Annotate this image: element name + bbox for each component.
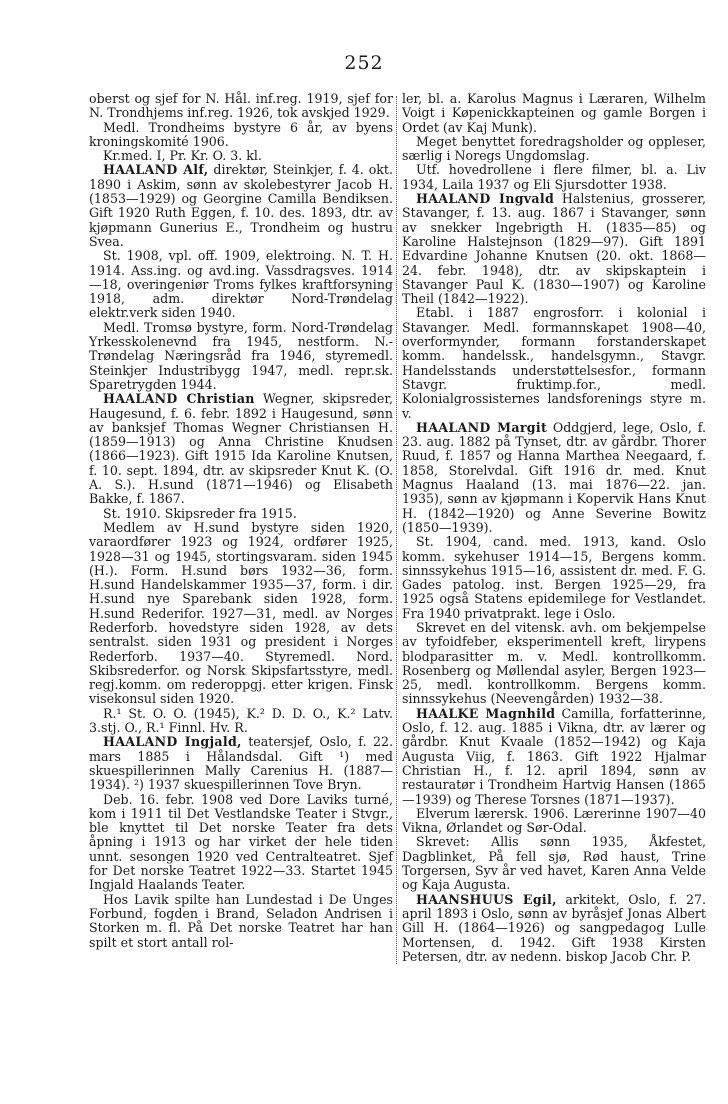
- paragraph: [89, 893, 393, 950]
- paragraph-text: Medl. Tromsø bystyre, form. Nord-Trøndelag Yrkesskolenevnd fra 1945, nestform. N.-Trøndelag Næringsråd fra 1946, styremedl. Steinkjer Industribygg 1947, medl. repr.sk. Sparetrygden 1944.: [89, 319, 393, 392]
- paragraph-text: Medlem av H.sund bystyre siden 1920, varaordfører 1923 og 1924, ordfører 1925, 1928—31 og 1945, stortingsvaram. siden 1945 (H.). Form. H.sund børs 1932—36, form. H.sund Handelskammer 1935—37, form. i dir. H.sund nye Sparebank siden 1928, form. H.sund Rederifor. 1927—31, medl. av Norges Rederforb. hovedstyre siden 1928, av dets sentralst. siden 1931 og president i Norges Rederforb. 1937—40. Styremedl. Nord. Skibsrederfor. og Norsk Skipsfartsstyre, medl. regj.komm. om rederoppgj. etter krigen. Finsk visekonsul siden 1920.: [89, 519, 393, 707]
- paragraph-text: St. 1910. Skipsreder fra 1915.: [103, 505, 297, 521]
- paragraph: [402, 835, 706, 892]
- paragraph-text: Medl. Trondheims bystyre 6 år, av byens kroningskomité 1906.: [89, 119, 393, 149]
- paragraph: [402, 535, 706, 621]
- biography-entry: [89, 392, 393, 506]
- paragraph: [89, 521, 393, 707]
- paragraph-text: Deb. 16. febr. 1908 ved Dore Laviks turné, kom i 1911 til Det Vestlandske Teater i Stvgr., ble knyttet til Det norske Teater fra dets åpning i 1913 og har virket der hele tiden unnt. sesongen 1920 ved Centralteatret. Sjef for Det norske Teatret 1922—33. Startet 1945 Ingjald Haalands Teater.: [89, 791, 393, 893]
- paragraph-text: arkitekt, Oslo, f. 27. april 1893 i Oslo, sønn av byråsjef Jonas Albert Gill H. (1864—1926) og sangpedagog Lulle Mortensen, d. 1942. Gift 1938 Kirsten Petersen, dtr. av nedenn. biskop Jacob Chr. P.: [402, 891, 706, 964]
- paragraph: [89, 92, 393, 121]
- paragraph: [402, 92, 706, 135]
- page-number: 252: [344, 52, 384, 74]
- biography-entry: [402, 192, 706, 306]
- paragraph: [89, 149, 393, 163]
- paragraph: [402, 135, 706, 164]
- entry-name: HAANSHUUS Egil,: [416, 891, 557, 907]
- biography-entry: [402, 421, 706, 535]
- paragraph-text: St. 1904, cand. med. 1913, kand. Oslo komm. sykehuser 1914—15, Bergens komm. sinnssykehus 1915—16, assistent dr. med. F. G. Gades patolog. inst. Bergen 1925—29, fra 1925 også Statens epidemilege for Vestlandet. Fra 1940 privatprakt. lege i Oslo.: [402, 534, 706, 621]
- paragraph-text: Etabl. i 1887 engrosforr. i kolonial i Stavanger. Medl. formannskapet 1908—40, overformynder, formann forstanderskapet komm. handelssk., handelsgymn., Stavgr. Handelsstands understøttelsesfor., formann Stavgr. fruktimp.for., medl. Kolonialgrossisternes landsforenings styre m. v.: [402, 305, 706, 421]
- paragraph: [89, 249, 393, 320]
- paragraph: [89, 707, 393, 736]
- paragraph-text: Skrevet en del vitensk. avh. om bekjempelse av tyfoidfeber, eksperimentell kreft, lirypens blodparasitter m. v. Medl. kontrollkomm. Rosenberg og Møllendal asyler, Bergen 1923—25, medl. kontrollkomm. Bergens komm. sinnssykehus (Neevengården) 1932—38.: [402, 619, 706, 707]
- paragraph-text: ler, bl. a. Karolus Magnus i Læraren, Wilhelm Voigt i Køpenickkapteinen og gamle Borgen i Ordet (av Kaj Munk).: [402, 91, 706, 135]
- entry-name: HAALKE Magnhild: [416, 705, 556, 721]
- entry-name: HAALAND Christian: [103, 391, 255, 407]
- paragraph-text: Hos Lavik spilte han Lundestad i De Unges Forbund, fogden i Brand, Seladon Andrisen i Storken m. fl. På Det norske Teatret har han spilt et stort antall rol-: [89, 891, 393, 950]
- paragraph-text: Camilla, forfatterinne, Oslo, f. 12. aug. 1885 i Vikna, dtr. av lærer og gårdbr. Knut Kvaale (1852—1942) og Kaja Augusta Viig, f. 1863. Gift 1922 Hjalmar Christian H., f. 12. april 1894, sønn av restauratør i Trondheim Hartvig Hansen (1865—1939) og Therese Torsnes (1871—1937).: [402, 705, 706, 807]
- paragraph: [402, 621, 706, 707]
- paragraph-text: Skrevet: Allis sønn 1935, Åkfestet, Dagblinket, På fell sjø, Rød haust, Trine Torgersen, Syv år ved havet, Karen Anna Velde og Kaja Augusta.: [402, 834, 706, 893]
- paragraph-text: St. 1908, vpl. off. 1909, elektroing. N. T. H. 1914. Ass.ing. og avd.ing. Vassdragsves. 1914—18, overingeniør Troms fylkes kraftforsyning 1918, adm. direktør Nord-Trøndelag elektr.verk siden 1940.: [89, 248, 393, 321]
- paragraph: [89, 121, 393, 150]
- right-column: [402, 92, 706, 964]
- column-divider: [396, 96, 397, 964]
- left-column: [89, 92, 393, 950]
- paragraph-text: Oddgjerd, lege, Oslo, f. 23. aug. 1882 på Tynset, dtr. av gårdbr. Thorer Ruud, f. 1857 og Hanna Marthea Neegaard, f. 1858, Storelvdal. Gift 1916 dr. med. Knut Magnus Haaland (13. mai 1876—22. jan. 1935), sønn av kjøpmann i Kopervik Hans Knut H. (1842—1920) og Anne Severine Bowitz (1850—1939).: [402, 419, 706, 535]
- paragraph-text: teatersjef, Oslo, f. 22. mars 1885 i Hålandsdal. Gift ¹) med skuespillerinnen Mally Carenius H. (1887—1934). ²) 1937 skuespillerinnen Tove Bryn.: [89, 734, 393, 793]
- paragraph: [89, 321, 393, 392]
- paragraph: [89, 793, 393, 893]
- paragraph-text: Utf. hovedrollene i flere filmer, bl. a. Liv 1934, Laila 1937 og Eli Sjursdotter 1938.: [402, 162, 706, 192]
- paragraph-text: oberst og sjef for N. Hål. inf.reg. 1919, sjef for N. Trondhjems inf.reg. 1926, tok avskjed 1929.: [89, 91, 393, 121]
- paragraph: [402, 807, 706, 836]
- biography-entry: [89, 735, 393, 792]
- entry-name: HAALAND Margit: [416, 419, 548, 435]
- paragraph-text: Kr.med. I, Pr. Kr. O. 3. kl.: [103, 148, 262, 164]
- paragraph: [402, 163, 706, 192]
- paragraph-text: Halstenius, grosserer, Stavanger, f. 13. aug. 1867 i Stavanger, sønn av snekker Ingebrigth H. (1835—85) og Karoline Halstejnson (1829—97). Gift 1891 Edvardine Johanne Knutsen (20. okt. 1868—24. febr. 1948), dtr. av skipskaptein i Stavanger Paul K. (1830—1907) og Karoline Theil (1842—1922).: [402, 191, 706, 307]
- entry-name: HAALAND Ingjald,: [103, 734, 242, 750]
- biography-entry: [402, 707, 706, 807]
- paragraph-text: Meget benyttet foredragsholder og oppleser, særlig i Noregs Ungdomslag.: [402, 133, 706, 164]
- paragraph-text: Wegner, skipsreder, Haugesund, f. 6. febr. 1892 i Haugesund, sønn av banksjef Thomas Wegner Christiansen H. (1859—1913) og Anna Christine Knudsen (1866—1923). Gift 1915 Ida Karoline Knutsen, f. 10. sept. 1894, dtr. av skipsreder Knut K. (O. A. S.). H.sund (1871—1946) og Elisabeth Bakke, f. 1867.: [89, 391, 393, 507]
- biography-entry: [89, 163, 393, 249]
- paragraph-text: Elverum lærersk. 1906. Lærerinne 1907—40 Vikna, Ørlandet og Sør-Odal.: [402, 805, 706, 836]
- entry-name: HAALAND Ingvald: [416, 191, 555, 207]
- paragraph: [89, 507, 393, 521]
- entry-name: HAALAND Alf,: [103, 162, 209, 178]
- paragraph-text: R.¹ St. O. O. (1945), K.² D. D. O., K.² Latv. 3.stj. O., R.¹ Finnl. Hv. R.: [89, 705, 393, 736]
- paragraph: [402, 306, 706, 420]
- paragraph-text: direktør, Steinkjer, f. 4. okt. 1890 i Askim, sønn av skolebestyrer Jacob H. (1853—1929) og Georgine Camilla Bendiksen. Gift 1920 Ruth Eggen, f. 10. des. 1893, dtr. av kjøpmann Gunerius E., Trondheim og hustru Svea.: [89, 162, 393, 249]
- biography-entry: [402, 893, 706, 964]
